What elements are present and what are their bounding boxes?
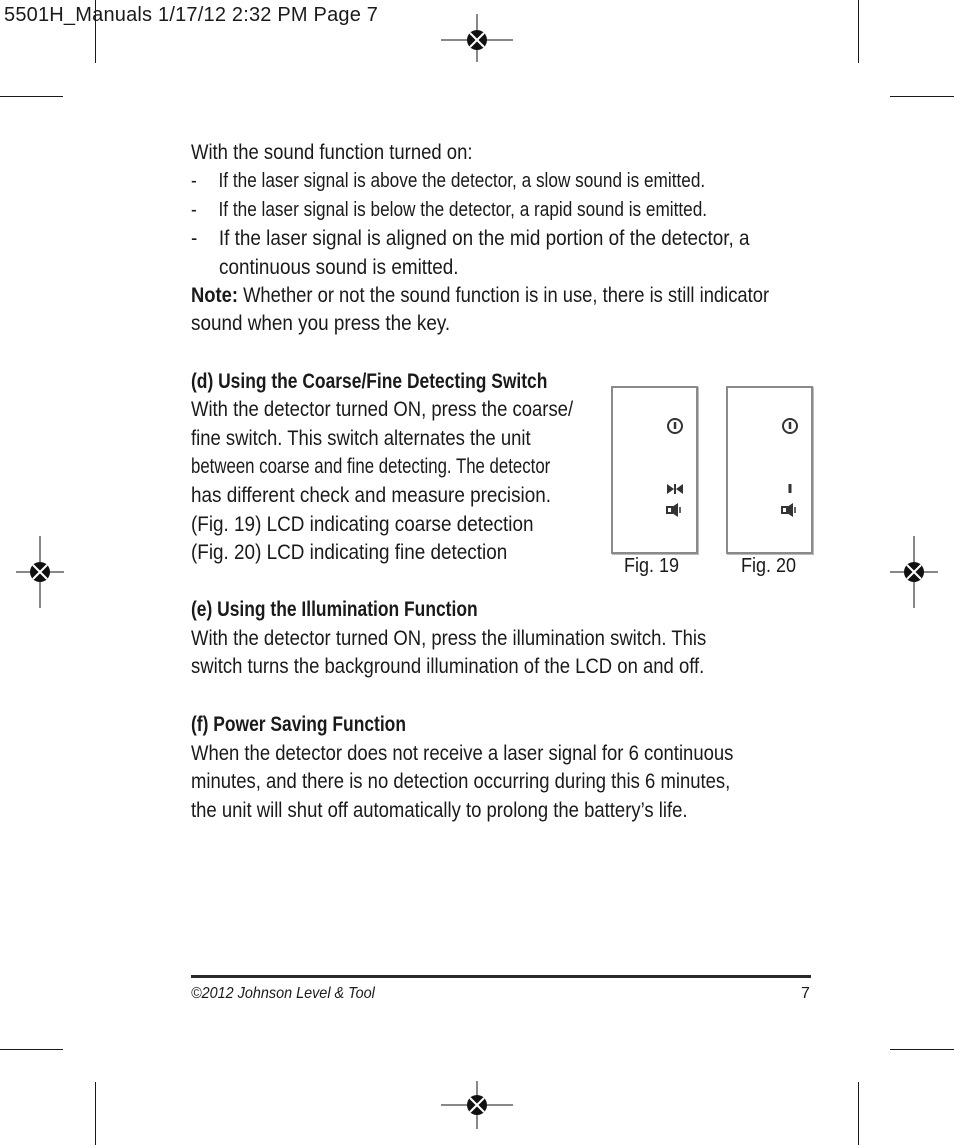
section-d-line: (Fig. 19) LCD indicating coarse detection [191,513,534,536]
figure-caption: Fig. 19 [624,555,680,577]
crop-mark [858,1082,859,1145]
crop-mark [95,1082,96,1145]
coarse-arrows-icon [666,483,684,495]
section-e-line: switch turns the background illumination of the LCD on and off. [191,655,705,678]
lcd-figure-20 [726,386,813,554]
section-e-line: With the detector turned ON, press the illumination switch. This [191,627,707,650]
list-item: - If the laser signal is below the detector, a rapid sound is emitted. [191,199,708,221]
page-number: 7 [801,985,810,1002]
speaker-icon [666,502,684,518]
registration-mark-icon [441,1081,513,1129]
list-item-continuation: continuous sound is emitted. [219,256,459,279]
section-heading: (d) Using the Coarse/Fine Detecting Switch [191,370,548,393]
crop-mark [890,96,954,97]
speaker-icon [781,502,799,518]
power-icon [666,417,684,435]
sound-intro: With the sound function turned on: [191,141,473,164]
list-item: - If the laser signal is above the detector, a slow sound is emitted. [191,170,706,192]
footer-copyright: ©2012 Johnson Level & Tool [191,985,375,1002]
section-heading: (e) Using the Illumination Function [191,598,478,621]
note-paragraph-continued: sound when you press the key. [191,312,451,335]
note-label: Note: [191,284,238,307]
registration-mark-icon [16,536,64,608]
crop-mark [0,1049,63,1050]
lcd-figure-19 [611,386,698,554]
section-heading: (f) Power Saving Function [191,713,406,736]
print-slug: 5501H_Manuals 1/17/12 2:32 PM Page 7 [4,4,379,26]
section-d-line: (Fig. 20) LCD indicating fine detection [191,541,508,564]
section-d-line: fine switch. This switch alternates the unit [191,427,531,450]
footer-rule [191,975,811,978]
crop-mark [858,0,859,63]
power-icon [781,417,799,435]
crop-mark [0,96,63,97]
note-paragraph: Note: Whether or not the sound function is in use, there is still indicator [191,284,770,307]
list-item: - If the laser signal is aligned on the mid portion of the detector, a [191,227,750,250]
section-f-line: When the detector does not receive a laser signal for 6 continuous [191,742,734,765]
section-d-line: between coarse and fine detecting. The detector [191,455,551,478]
section-d-line: With the detector turned ON, press the coarse/ [191,398,574,421]
section-f-line: the unit will shut off automatically to prolong the battery’s life. [191,799,688,822]
section-d-line: has different check and measure precision. [191,484,552,507]
registration-mark-icon [890,536,938,608]
fine-bar-icon [781,483,799,495]
section-f-line: minutes, and there is no detection occurring during this 6 minutes, [191,770,731,793]
figure-caption: Fig. 20 [741,555,797,577]
registration-mark-icon [441,14,513,62]
crop-mark [890,1049,954,1050]
